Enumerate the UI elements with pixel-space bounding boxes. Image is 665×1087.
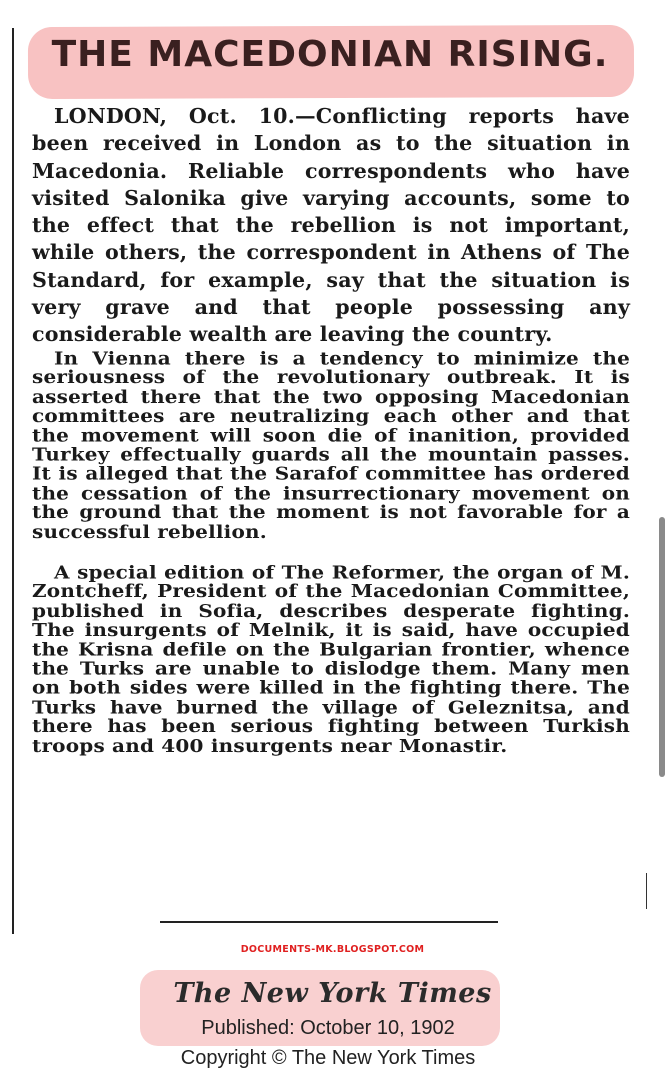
nyt-logo: The New York Times	[173, 978, 492, 1009]
published-date: Published: October 10, 1902	[201, 1017, 455, 1039]
article-paragraph-3: A special edition of The Reformer, the organ of M. Zontcheff, President of the Macedonian Committee, published in Sofia, describes desperate fighting. The insurgents of Melnik, it is said, have occupied the Krisna defile on the Bulgarian frontier, whence the Turks are unable to dislodge them. Many men on both sides were killed in the fighting there. The Turks have burned the village of Geleznitsa, and there has been serious fighting between Turkish troops and 400 insurgents near Monastir.	[32, 560, 630, 756]
watermark: DOCUMENTS-MK.BLOGSPOT.COM	[240, 944, 425, 955]
copyright-notice: Copyright © The New York Times	[180, 1047, 476, 1069]
scrollbar[interactable]	[659, 517, 665, 777]
article-body	[32, 103, 630, 777]
article-paragraph-1: LONDON, Oct. 10.—Conflicting reports have been received in London as to the situation in Macedonia. Reliable correspondents who have visited Salonika give varying accounts, some to the effect that the rebellion is not important, while others, the correspondent in Athens of The Standard, for example, say that the situation is very grave and that people possessing any considerable wealth are leaving the country.	[32, 104, 630, 347]
article-end-rule	[160, 921, 498, 923]
column-rule	[12, 28, 14, 934]
headline: THE MACEDONIAN RISING.	[51, 34, 609, 75]
column-tick	[646, 873, 647, 909]
article-paragraph-2: In Vienna there is a tendency to minimize the seriousness of the revolutionary outbreak. It is asserted there that the two opposing Macedonian committees are neutralizing each other and that the movement will soon die of inanition, provided Turkey effectually guards all the mountain passes. It is alleged that the Sarafof committee has ordered the cessation of the insurrectionary movement on the ground that the moment is not favorable for a successful rebellion.	[32, 346, 630, 542]
